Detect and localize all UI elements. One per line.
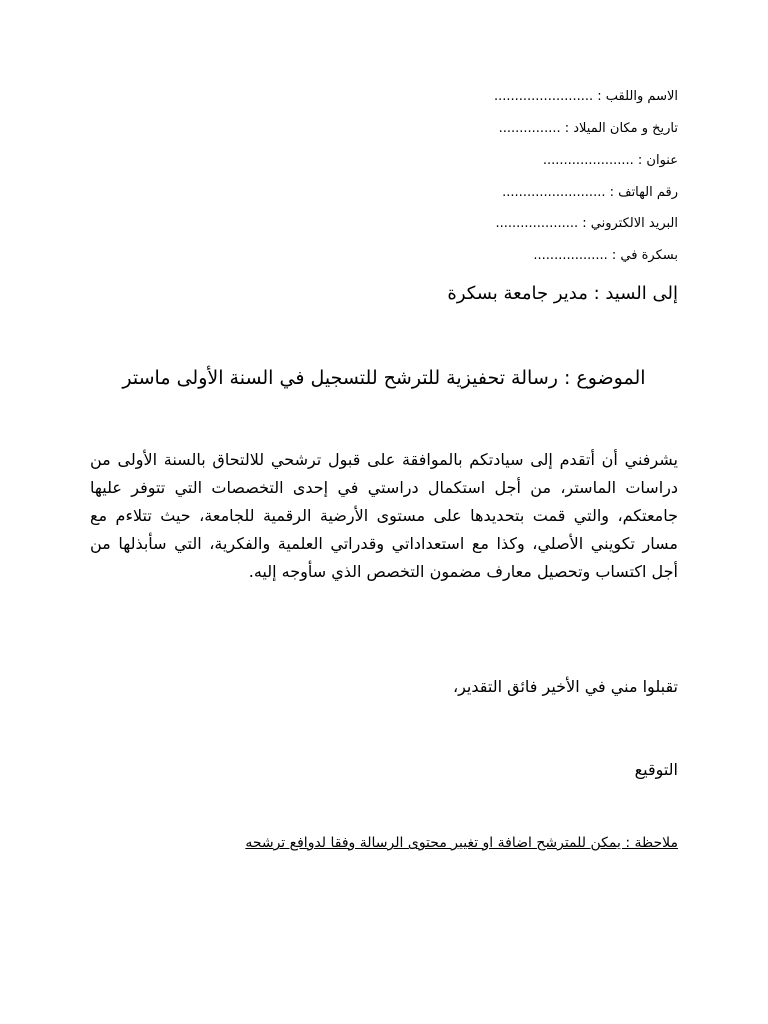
subject-line: الموضوع : رسالة تحفيزية للترشح للتسجيل في السنة الأولى ماستر bbox=[122, 367, 646, 389]
name-field: الاسم واللقب : ........................ bbox=[493, 89, 678, 104]
email-field: البريد الالكتروني : .................... bbox=[495, 216, 678, 231]
place-date-field: بسكرة في : .................. bbox=[533, 248, 678, 263]
recipient-line: إلى السيد : مدير جامعة بسكرة bbox=[447, 283, 678, 304]
address-field: عنوان : ...................... bbox=[542, 153, 678, 168]
signature-label: التوقيع bbox=[634, 760, 678, 779]
note-line: ملاحظة : يمكن للمترشح اضافة او تغيير محتوى الرسالة وفقا لدوافع ترشحه bbox=[245, 835, 678, 851]
letter-body: يشرفني أن أتقدم إلى سيادتكم بالموافقة على قبول ترشحي للالتحاق بالسنة الأولى من دراسات الماستر، من أجل استكمال دراستي في إحدى التخصصات التي تتوفر عليها جامعتكم، والتي قمت بتحديدها على مستوى الأرضية الرقمية للجامعة، حيث تتلاءم مع مسار تكويني الأصلي، وكذا مع استعداداتي وقدراتي العلمية والفكرية، التي سأبذلها من أجل اكتساب وتحصيل معارف مضمون التخصص الذي سأوجه إليه. bbox=[90, 450, 678, 581]
birth-date-place-field: تاريخ و مكان الميلاد : ............... bbox=[498, 121, 678, 136]
closing-line: تقبلوا مني في الأخير فائق التقدير، bbox=[452, 677, 678, 696]
phone-field: رقم الهاتف : ......................... bbox=[502, 185, 678, 200]
